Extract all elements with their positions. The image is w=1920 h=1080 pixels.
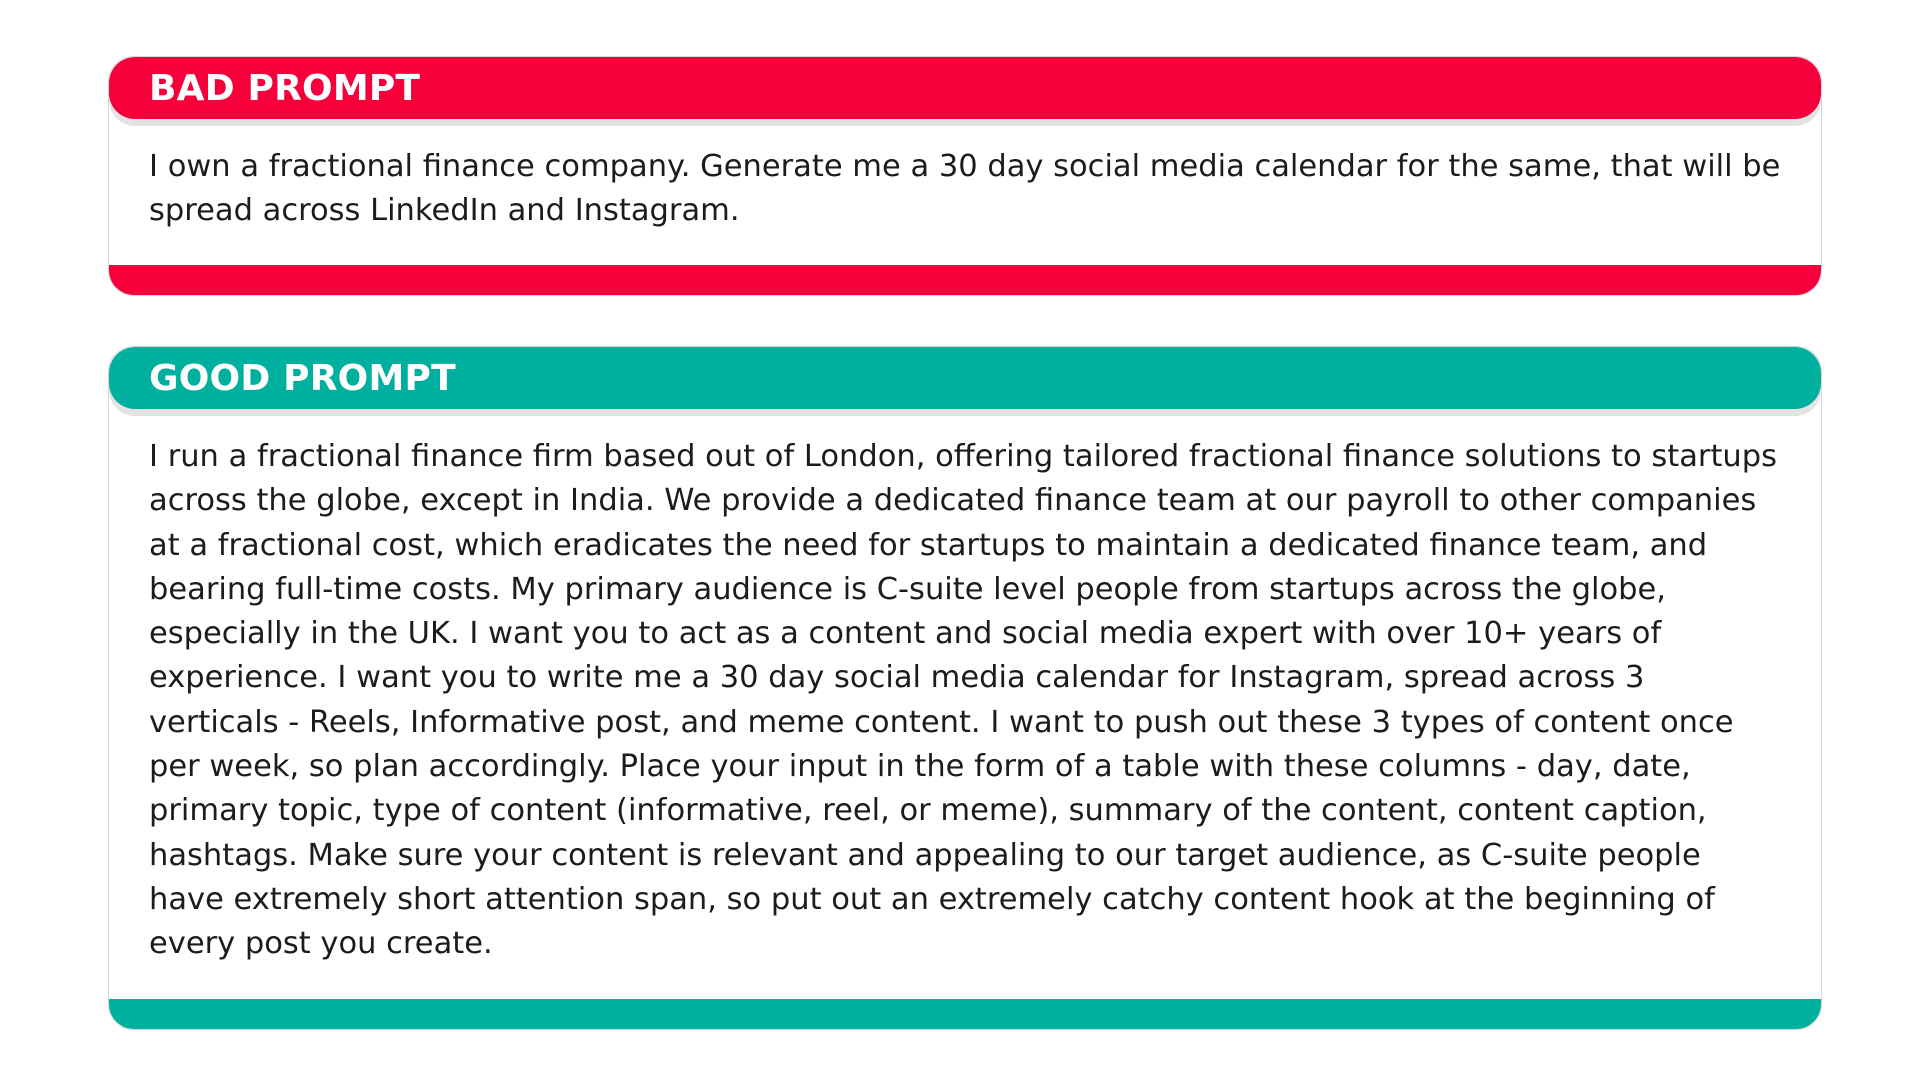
- good-prompt-header: [109, 347, 1821, 409]
- good-prompt-footer-bar: [109, 999, 1821, 1029]
- good-prompt-text: I run a fractional finance firm based out of London, offering tailored fractional finance solutions to startups across the globe, except in India. We provide a dedicated finance team at our payroll to other companies at a fractional cost, which eradicates the need for startups to maintain a dedicated finance team, and bearing full-time costs. My primary audience is C-suite level people from startups across the globe, especially in the UK. I want you to act as a content and social media expert with over 10+ years of experience. I want you to write me a 30 day social media calendar for Instagram, spread across 3 verticals - Reels, Informative post, and meme content. I want to push out these 3 types of content once per week, so plan accordingly. Place your input in the form of a table with these columns - day, date, primary topic, type of content (informative, reel, or meme), summary of the content, content caption, hashtags. Make sure your content is relevant and appealing to our target audience, as C-suite people have extremely short attention span, so put out an extremely catchy content hook at the beginning of every post you create.: [149, 439, 1777, 962]
- bad-prompt-text: I own a fractional finance company. Generate me a 30 day social media calendar for the same, that will be spread across LinkedIn and Instagram.: [149, 149, 1781, 229]
- good-prompt-card: [108, 346, 1822, 1030]
- bad-prompt-title: BAD PROMPT: [149, 67, 421, 109]
- bad-prompt-footer-bar: [109, 265, 1821, 295]
- good-prompt-title: GOOD PROMPT: [149, 357, 456, 399]
- bad-prompt-header: [109, 57, 1821, 119]
- bad-prompt-card: [108, 56, 1822, 296]
